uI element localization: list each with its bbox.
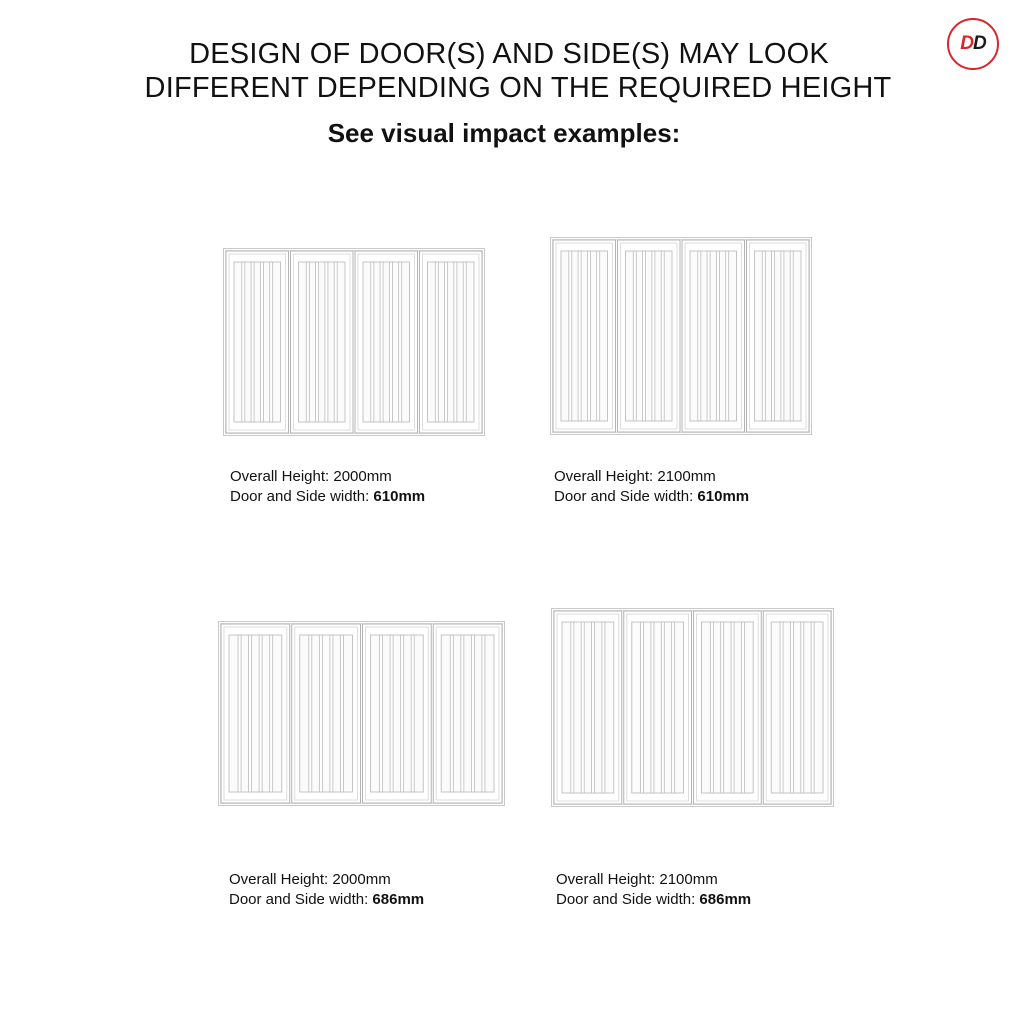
door-set-2000-610 (223, 248, 485, 436)
heading-line-2: DIFFERENT DEPENDING ON THE REQUIRED HEIGHT (144, 72, 892, 104)
glazing-bar (461, 635, 464, 792)
glazing-bar (340, 635, 343, 792)
glazing-bar (643, 251, 646, 421)
caption-width-value: 686mm (699, 891, 752, 908)
logo-letter-first: D (960, 33, 973, 54)
caption-example-1 (230, 467, 425, 507)
glazing-bar (270, 635, 273, 792)
glazing-bar (309, 635, 312, 792)
door-set-2000-686 (218, 621, 505, 806)
glass-area (299, 262, 346, 422)
glazing-bar (463, 262, 466, 422)
glazing-bar (801, 622, 804, 793)
glazing-bar (741, 622, 744, 793)
caption-width (554, 487, 749, 507)
glazing-bar (471, 635, 474, 792)
caption-example-3 (229, 870, 424, 910)
glazing-bar (399, 262, 402, 422)
caption-height: Overall Height: 2100mm (556, 871, 718, 888)
door-panel (363, 624, 432, 803)
side-panel (420, 251, 483, 433)
glazing-bar (325, 262, 328, 422)
side-panel (221, 624, 290, 803)
side-panel (553, 240, 616, 432)
glass-area (428, 262, 475, 422)
glazing-bar (569, 251, 572, 421)
door-set-drawing (551, 608, 834, 807)
glazing-bar (389, 262, 392, 422)
caption-height: Overall Height: 2000mm (230, 468, 392, 485)
caption-width-prefix: Door and Side width: (556, 891, 700, 908)
door-panel (292, 624, 361, 803)
glazing-bar (790, 251, 793, 421)
glass-area (755, 251, 802, 421)
glazing-bar (380, 635, 383, 792)
glazing-bar (602, 622, 605, 793)
caption-example-2 (554, 467, 749, 507)
glazing-bar (698, 251, 701, 421)
glazing-bar (270, 262, 273, 422)
glazing-bar (482, 635, 485, 792)
door-set-2100-610 (550, 237, 812, 435)
side-panel (763, 611, 831, 804)
door-set-drawing (550, 237, 812, 435)
glazing-bar (380, 262, 383, 422)
glazing-bar (772, 251, 775, 421)
glass-area (363, 262, 410, 422)
door-set-2100-686 (551, 608, 834, 807)
glass-area (771, 622, 823, 793)
glazing-bar (238, 635, 241, 792)
glass-area (371, 635, 424, 792)
glazing-bar (316, 262, 319, 422)
door-panel (694, 611, 762, 804)
glass-area (300, 635, 353, 792)
glazing-bar (726, 251, 729, 421)
caption-height: Overall Height: 2000mm (229, 871, 391, 888)
glazing-bar (641, 622, 644, 793)
subheading: See visual impact examples: (327, 118, 681, 148)
glazing-bar (390, 635, 393, 792)
caption-height: Overall Height: 2100mm (554, 468, 716, 485)
glazing-bar (260, 262, 263, 422)
glazing-bar (721, 622, 724, 793)
side-panel (226, 251, 289, 433)
glass-area (626, 251, 673, 421)
glazing-bar (411, 635, 414, 792)
glass-area (561, 251, 608, 421)
glazing-bar (592, 622, 595, 793)
glazing-bar (597, 251, 600, 421)
glazing-bar (672, 622, 675, 793)
glazing-bar (450, 635, 453, 792)
glazing-bar (249, 635, 252, 792)
glazing-bar (242, 262, 245, 422)
caption-width-value: 610mm (373, 488, 426, 505)
glass-area (702, 622, 754, 793)
caption-width (230, 487, 425, 507)
glazing-bar (571, 622, 574, 793)
side-panel (433, 624, 502, 803)
door-set-drawing (218, 621, 505, 806)
glazing-bar (401, 635, 404, 792)
heading-line-1: DESIGN OF DOOR(S) AND SIDE(S) MAY LOOK (189, 38, 829, 70)
glazing-bar (334, 262, 337, 422)
glazing-bar (731, 622, 734, 793)
glass-area (234, 262, 281, 422)
caption-width (556, 890, 751, 910)
glazing-bar (661, 251, 664, 421)
glass-area (690, 251, 737, 421)
glazing-bar (780, 622, 783, 793)
door-panel (618, 240, 681, 432)
caption-width-value: 610mm (697, 488, 750, 505)
glazing-bar (454, 262, 457, 422)
caption-width-prefix: Door and Side width: (554, 488, 698, 505)
side-panel (747, 240, 810, 432)
glazing-bar (435, 262, 438, 422)
glazing-bar (633, 251, 636, 421)
glazing-bar (710, 622, 713, 793)
glass-area (441, 635, 494, 792)
glass-area (229, 635, 282, 792)
caption-width (229, 890, 424, 910)
glazing-bar (652, 251, 655, 421)
door-panel (291, 251, 354, 433)
caption-width-prefix: Door and Side width: (229, 891, 373, 908)
glazing-bar (661, 622, 664, 793)
glazing-bar (781, 251, 784, 421)
caption-width-value: 686mm (372, 891, 425, 908)
glazing-bar (790, 622, 793, 793)
glass-area (562, 622, 614, 793)
door-panel (624, 611, 692, 804)
door-panel (355, 251, 418, 433)
logo-letter-second: D (973, 33, 986, 54)
glazing-bar (251, 262, 254, 422)
glazing-bar (330, 635, 333, 792)
glazing-bar (445, 262, 448, 422)
side-panel (554, 611, 622, 804)
caption-example-4 (556, 870, 751, 910)
glazing-bar (319, 635, 322, 792)
glazing-bar (587, 251, 590, 421)
glazing-bar (371, 262, 374, 422)
glazing-bar (651, 622, 654, 793)
glazing-bar (811, 622, 814, 793)
glazing-bar (306, 262, 309, 422)
glazing-bar (716, 251, 719, 421)
glazing-bar (578, 251, 581, 421)
glazing-bar (762, 251, 765, 421)
glass-area (632, 622, 684, 793)
glazing-bar (581, 622, 584, 793)
door-set-drawing (223, 248, 485, 436)
caption-width-prefix: Door and Side width: (230, 488, 374, 505)
glazing-bar (707, 251, 710, 421)
glazing-bar (259, 635, 262, 792)
door-panel (682, 240, 745, 432)
